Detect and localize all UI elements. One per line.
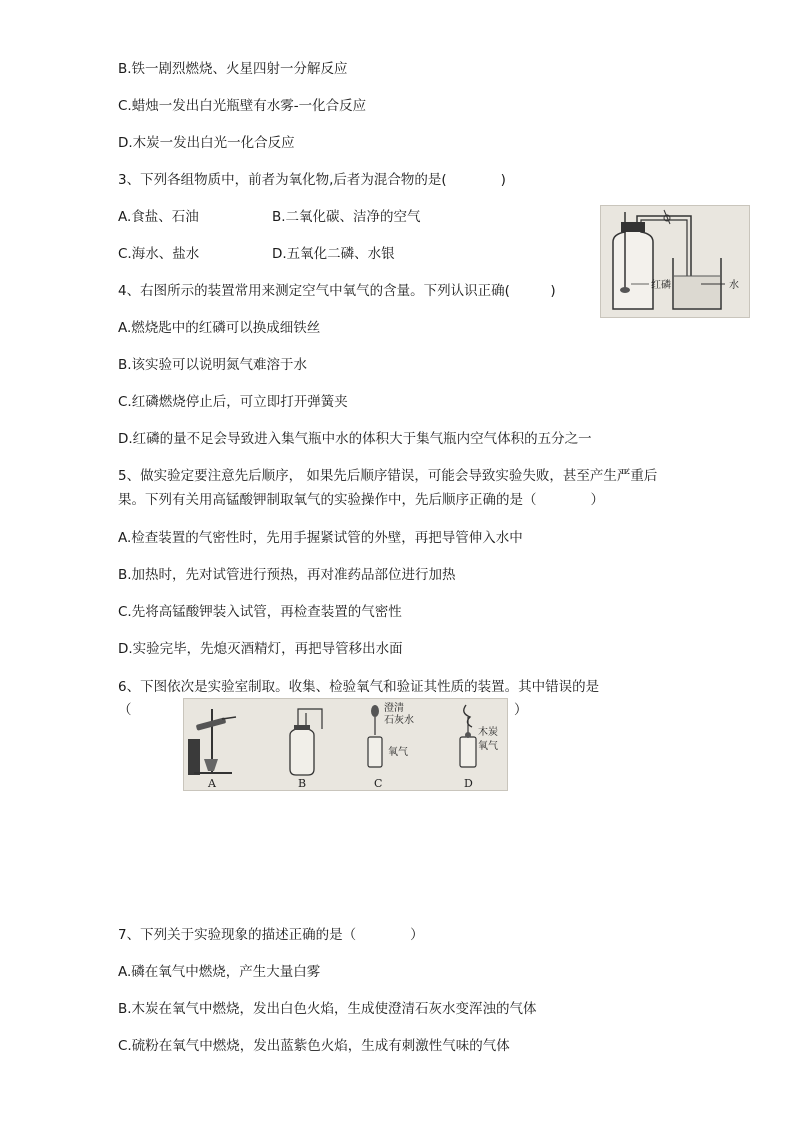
label-d: D (464, 777, 473, 790)
q7-option-a: A.磷在氧气中燃烧，产生大量白雾 (118, 964, 321, 980)
question-6: 6、下图依次是实验室制取。收集、检验氧气和验证其性质的装置。其中错误的是 (118, 679, 600, 695)
oxygen-experiment-apparatus-figure (183, 698, 508, 791)
question-5: 5、做实验定要注意先后顺序， 如果先后顺序错误，可能会导致实验失败，甚至产生严重后果。下列有关用高锰酸钾制取氧气的实验操作中，先后顺序正确的是（ ） (118, 468, 658, 508)
q5-option-c: C.先将高锰酸钾装入试管，再检查装置的气密性 (118, 604, 402, 620)
phosphorus-label: 红磷 (651, 280, 671, 291)
label-c: C (374, 777, 383, 790)
charcoal-label: 木炭 (478, 727, 498, 738)
q3-option-d: D.五氧化二磷、水银 (272, 246, 395, 262)
label-a: A (208, 777, 216, 790)
oxygen-label-c: 氧气 (388, 747, 408, 758)
q6-open-paren: （ (118, 702, 132, 718)
limewater-label-line1: 澄清 (384, 703, 404, 714)
oxygen-content-apparatus-figure (600, 205, 750, 318)
q5-option-a: A.检查装置的气密性时，先用手握紧试管的外壁，再把导管伸入水中 (118, 530, 523, 546)
q3-option-a: A.食盐、石油 (118, 209, 199, 225)
q7-option-b: B.木炭在氧气中燃烧，发出白色火焰，生成使澄清石灰水变浑浊的气体 (118, 1001, 537, 1017)
q4-option-b: B.该实验可以说明氮气难溶于水 (118, 357, 308, 373)
water-label: 水 (729, 280, 739, 291)
q4-option-d: D.红磷的量不足会导致进入集气瓶中水的体积大于集气瓶内空气体积的五分之一 (118, 431, 592, 447)
oxygen-label-d: 氧气 (478, 741, 498, 752)
question-7: 7、下列关于实验现象的描述正确的是（ ） (118, 927, 424, 943)
q2-option-c: C.蜡烛一发出白光瓶壁有水雾-一化合反应 (118, 98, 367, 114)
q5-option-b: B.加热时，先对试管进行预热，再对准药品部位进行加热 (118, 567, 456, 583)
q2-option-b: B.铁一剧烈燃烧、火星四射一分解反应 (118, 61, 348, 77)
label-b: B (298, 777, 307, 790)
question-4: 4、右图所示的装置常用来测定空气中氧气的含量。下列认识正确( ) (118, 283, 556, 299)
q4-option-c: C.红磷燃烧停止后，可立即打开弹簧夹 (118, 394, 348, 410)
question-3: 3、下列各组物质中，前者为氧化物,后者为混合物的是( ) (118, 172, 506, 188)
limewater-label-line2: 石灰水 (384, 715, 414, 726)
q2-option-d: D.木炭一发出白光一化合反应 (118, 135, 295, 151)
q5-option-d: D.实验完毕，先熄灭酒精灯，再把导管移出水面 (118, 641, 403, 657)
q6-close-paren: ） (514, 702, 528, 718)
q4-option-a: A.燃烧匙中的红磷可以换成细铁丝 (118, 320, 321, 336)
q3-option-b: B.二氧化碳、洁净的空气 (272, 209, 421, 225)
q7-option-c: C.硫粉在氧气中燃烧，发出蓝紫色火焰，生成有刺激性气味的气体 (118, 1038, 510, 1054)
q3-option-c: C.海水、盐水 (118, 246, 200, 262)
